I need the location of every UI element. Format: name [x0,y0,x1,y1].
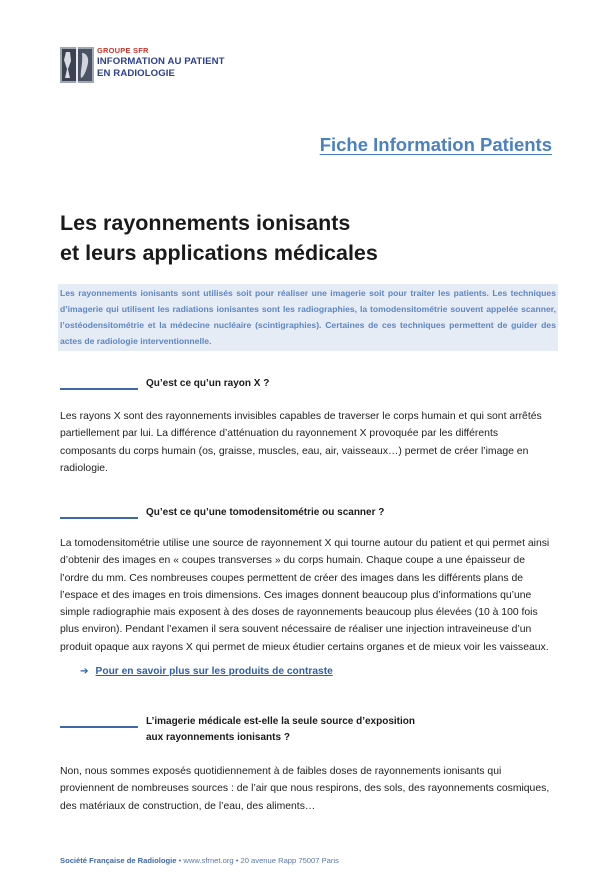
section-1-rule [60,388,138,390]
logo-group-label: GROUPE SFR [97,46,149,55]
section-3-body: Non, nous sommes exposés quotidiennement à de faibles doses de rayonnements ionisants qui proviennent de nombreuses sources : de l’air que nous respirons, des sols, des rayonnements cosmiques, des matériaux de construction, de l’eau, des aliments… [60,766,550,812]
arrow-right-icon: ➔ [80,666,89,677]
section-3-heading [146,714,415,746]
footer-separator: • [176,856,184,865]
contrast-link-row[interactable] [80,664,333,680]
footer [60,856,339,865]
page-title-line2: et leurs applications médicales [60,241,378,265]
xray-film-icon [60,47,94,83]
page-title [60,208,378,268]
footer-separator: • [233,856,241,865]
footer-website[interactable]: www.sfrnet.org [183,856,234,865]
logo-text [97,46,225,79]
section-2-heading: Qu’est ce qu’une tomodensitométrie ou scanner ? [146,507,385,518]
section-3-heading-line1: L’imagerie médicale est-elle la seule source d’exposition [146,716,415,727]
section-2-rule [60,517,138,519]
section-3-rule [60,726,138,728]
footer-address: 20 avenue Rapp 75007 Paris [240,856,339,865]
logo-title-line2: EN RADIOLOGIE [97,67,176,79]
page-title-line1: Les rayonnements ionisants [60,211,351,235]
logo-title-line1: INFORMATION AU PATIENT [97,56,225,67]
section-2-body: La tomodensitométrie utilise une source de rayonnement X qui tourne autour du patient et qui permet ainsi d’obtenir des images en « coupes transverses » du corps humain. Chaque coupe a une épaisseur de l’ordre du mm. Ces nombreuses coupes permettent de créer des images dans les différents plans de l’espace et des images en trois dimensions. Ces images donnent beaucoup plus d’informations qu’une simple radiographie mais exposent à des doses de rayonnements beaucoup plus élevées (10 à 100 fois plus environ). Pendant l’examen il sera souvent nécessaire de réaliser une injection intraveineuse d’un produit opaque aux rayons X qui permet de mieux étudier certains organes et de mieux voir les vaisseaux. [60,538,550,653]
section-3-heading-line2: aux rayonnements ionisants ? [146,732,290,743]
intro-box: Les rayonnements ionisants sont utilisés soit pour réaliser une imagerie soit pour traiter les patients. Les techniques d’imagerie qui utilisent les radiations ionisantes sont les radiographies, la tomodensitométrie souvent appelée scanner, l’ostéodensitométrie et la médecine nucléaire (scintigraphies). Certaines de ces techniques permettent de guider des actes de radiologie interventionnelle. [58,284,558,351]
footer-org: Société Française de Radiologie [60,856,177,865]
section-1-heading: Qu’est ce qu’un rayon X ? [146,378,270,389]
fiche-information-link[interactable]: Fiche Information Patients [319,134,552,155]
contrast-products-link[interactable]: Pour en savoir plus sur les produits de contraste [95,666,333,677]
section-1-body: Les rayons X sont des rayonnements invisibles capables de traverser le corps humain et qui sont arrêtés partiellement par lui. La différence d’atténuation du rayonnement X provoquée par les différents composants du corps humain (os, graisse, muscles, eau, air, vaisseaux…) permet de créer l’image en radiologie. [60,411,542,474]
